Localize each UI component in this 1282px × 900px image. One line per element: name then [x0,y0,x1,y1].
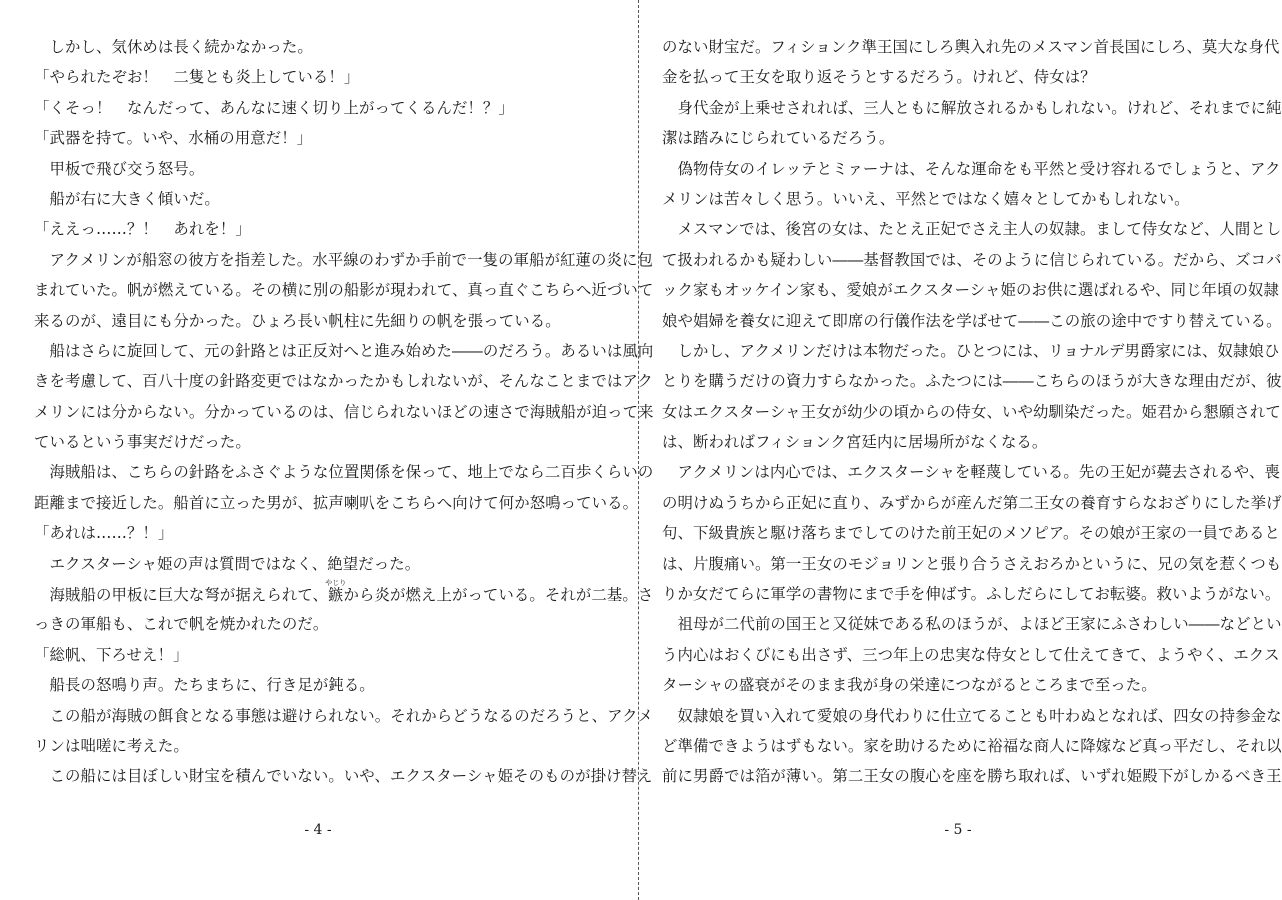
text-line: ど準備できようはずもない。家を助けるために裕福な商人に降嫁など真っ平だし、それ以 [662,736,1282,755]
text-line: のない財宝だ。フィションク準王国にしろ輿入れ先のメスマン首長国にしろ、莫大な身代 [662,38,1280,56]
text-line: 「あれは……？！」 [34,524,174,543]
text-line: 「やられたぞお！ 二隻とも炎上している！」 [34,68,360,87]
text-line: まれていた。帆が燃えている。その横に別の船影が現われて、真っ直ぐこちらへ近づいて [34,281,654,300]
right-page-text [662,32,1282,792]
text-line: エクスターシャ姫の声は質問ではなく、絶望だった。 [34,554,421,573]
text-line: 前に男爵では箔が薄い。第二王女の腹心を座を勝ち取れば、いずれ姫殿下がしかるべき王 [662,767,1282,786]
text-line: て扱われるかも疑わしい――基督教国では、そのように信じられている。だから、ズコバ [662,250,1282,269]
right-page [640,0,1280,900]
text-line: う内心はおくびにも出さず、三つ年上の忠実な侍女として仕えてきて、ようやく、エクス [662,645,1280,664]
text-line: っきの軍船も、これで帆を焼かれたのだ。 [34,615,329,634]
text-line: は、片腹痛い。第一王女のモジョリンと張り合うさえおろかというに、兄の気を惹くつも [662,554,1282,573]
text-line: ック家もオッケイン家も、愛娘がエクスターシャ姫のお供に選ばれるや、同じ年頃の奴隷 [662,281,1280,300]
text-line: ターシャの盛衰がそのまま我が身の栄達につながるところまで至った。 [662,676,1157,695]
text-line: 来るのが、遠目にも分かった。ひょろ長い帆柱に先細りの帆を張っている。 [34,311,561,330]
text-line: 祖母が二代前の国王と又従妹である私のほうが、よほど王家にふさわしい――などとい [662,615,1282,634]
text-line: しかし、気休めは長く続かなかった。 [34,38,313,56]
text-line: 女はエクスターシャ王女が幼少の頃からの侍女、いや幼馴染だった。姫君から懇願されて [662,402,1281,421]
text-line: 「武器を持て。いや、水桶の用意だ！」 [34,129,313,148]
text-line: この船には目ぼしい財宝を積んでいない。いや、エクスターシャ姫そのものが掛け替え [34,767,653,786]
text-line: ているという事実だけだった。 [34,433,251,452]
text-line: 句、下級貴族と駆け落ちまでしてのけた前王妃のメソピア。その娘が王家の一員であると [662,524,1280,543]
text-line: 船長の怒鳴り声。たちまちに、行き足が鈍る。 [34,676,375,695]
text-line: 距離まで接近した。船首に立った男が、拡声喇叭をこちらへ向けて何か怒鳴っている。 [34,493,639,512]
text-line: 潔は踏みにじられているだろう。 [662,129,895,148]
text-line: 金を払って王女を取り返そうとするだろう。けれど、侍女は？ [662,68,1096,87]
left-page-text [34,32,654,792]
text-line: メスマンでは、後宮の女は、たとえ正妃でさえ主人の奴隷。まして侍女など、人間とし [662,220,1282,239]
page-gutter-divider [638,0,639,900]
text-line: 奴隷娘を買い入れて愛娘の身代わりに仕立てることも叶わぬとなれば、四女の持参金な [662,706,1282,725]
text-line: アクメリンは内心では、エクスターシャを軽蔑している。先の王妃が薨去されるや、喪 [662,463,1280,482]
text-line: は、断わればフィションク宮廷内に居場所がなくなる。 [662,433,1048,452]
left-page-number: - 4 - [304,822,332,838]
text-line: 偽物侍女のイレッテとミァーナは、そんな運命をも平然と受け容れるでしょうと、アク [662,159,1281,178]
text-line: 船はさらに旋回して、元の針路とは正反対へと進み始めた――のだろう。あるいは風向 [34,341,654,360]
text-line: の明けぬうちから正妃に直り、みずからが産んだ第二王女の養育すらなおざりにした挙げ [662,493,1282,512]
text-line: 「ええっ……？！ あれを！」 [34,220,251,239]
text-line: メリンは苦々しく思う。いいえ、平然とではなく嬉々としてかもしれない。 [662,189,1190,208]
text-line: しかし、アクメリンだけは本物だった。ひとつには、リョナルデ男爵家には、奴隷娘ひ [662,341,1280,360]
text-line: アクメリンが船窓の彼方を指差した。水平線のわずか手前で一隻の軍船が紅蓮の炎に包 [34,250,654,269]
text-line: 娘や娼婦を養女に迎えて即席の行儀作法を学ばせて――この旅の途中ですり替えている。 [662,311,1282,330]
text-line: 身代金が上乗せされれば、三人ともに解放されるかもしれない。けれど、それまでに純 [662,98,1282,117]
right-page-number: - 5 - [944,822,972,838]
text-line: 甲板で飛び交う怒号。 [34,159,205,178]
text-line: この船が海賊の餌食となる事態は避けられない。それからどうなるのだろうと、アクメ [34,706,654,725]
text-line: りか女だてらに軍学の書物にまで手を伸ばす。ふしだらにしてお転婆。救いようがない。 [662,585,1281,604]
text-line: きを考慮して、百八十度の針路変更ではなかったかもしれないが、そんなことまではアク [34,372,653,391]
text-line: 「くそっ！ なんだって、あんなに速く切り上がってくるんだ！？」 [34,98,514,117]
ruby-annotation: 鏃やじり [325,579,347,605]
text-line: 海賊船は、こちらの針路をふさぐような位置関係を保って、地上でなら二百歩くらいの [34,463,654,482]
text-line: 「総帆、下ろせえ！」 [34,645,189,664]
text-line: 海賊船の甲板に巨大な弩が据えられて、鏃やじりから炎が燃え上がっている。それが二基。さ [34,579,654,605]
text-line: メリンには分からない。分かっているのは、信じられないほどの速さで海賊船が迫って来 [34,402,654,421]
text-line: リンは咄嗟に考えた。 [34,736,189,755]
text-line: 船が右に大きく傾いだ。 [34,189,220,208]
text-line: とりを購うだけの資力すらなかった。ふたつには――こちらのほうが大きな理由だが、彼 [662,372,1282,391]
